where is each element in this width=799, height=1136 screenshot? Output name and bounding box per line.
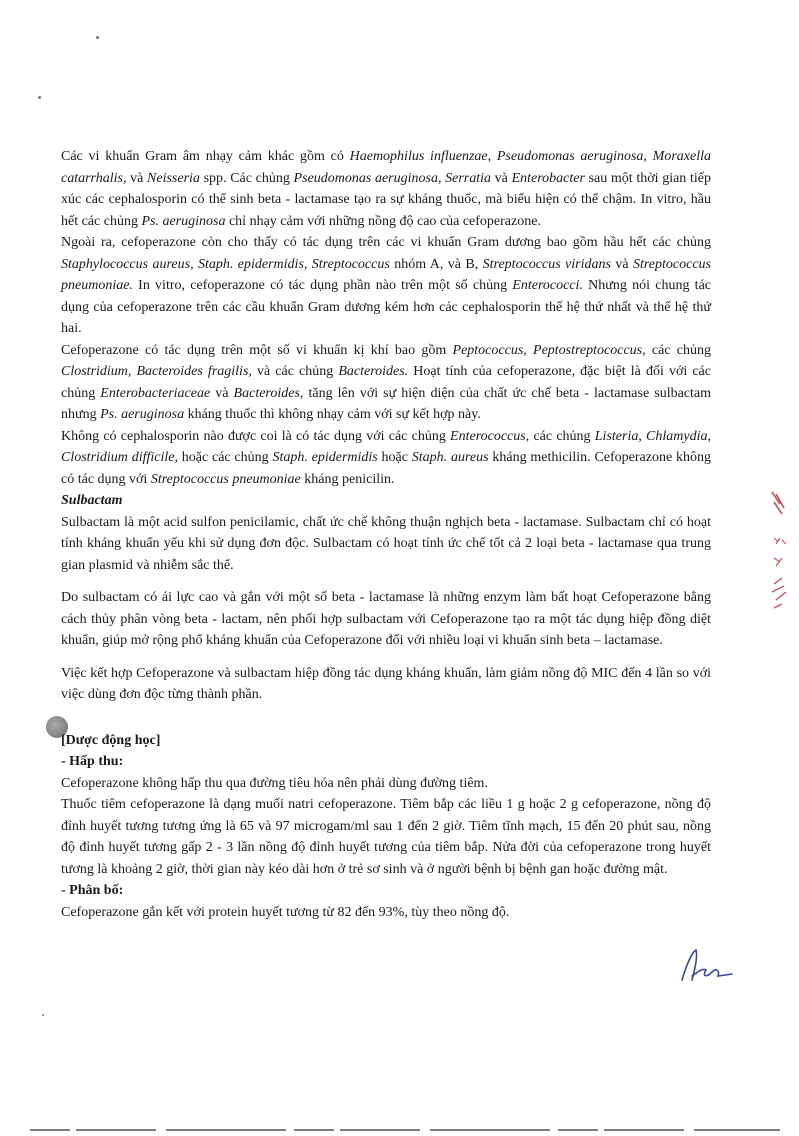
italic-term: Ps. aeruginosa <box>100 407 185 422</box>
paragraph-sulbactam: Sulbactam là một acid sulfon penicilamic, chất ức chế không thuận nghịch beta - lactamase. Sulbactam chỉ có hoạt tính kháng khuẩn yếu khi sử dụng đơn độc. Sulbactam có hoạt tính ức chế tốt cả 2 loại beta - lactamase qua trung gian plasmid và nhiễm sắc thể. <box>61 514 711 573</box>
italic-term: Streptococcus pneumoniae. <box>61 256 711 293</box>
italic-term: Bacteroides. <box>338 364 409 379</box>
sulbactam-heading: Sulbactam <box>61 493 123 508</box>
paragraph-synergy: Do sulbactam có ái lực cao và gắn với một số beta - lactamase là những enzym làm bất hoạt Cefoperazone bằng cách thủy phân vòng beta - lactam, nên phối hợp sulbactam với Cefoperazone tạo ra một tác dụng hiệp đồng diệt khuẩn, giúp mở rộng phổ kháng khuẩn của Cefoperazone đối với nhiều loại vi khuẩn sinh beta – lactamase. <box>61 590 711 648</box>
italic-term: Peptococcus, Peptostreptococcus, <box>452 342 646 358</box>
handwritten-signature <box>676 946 736 986</box>
paragraph-resistance: Không có cephalosporin nào được coi là có tác dụng với các chủng Enterococcus, các chủng Listeria, Chlamydia, Clostridium difficile, hoặc các chủng Staph. epidermidis hoặc Staph. aureus kháng methicilin. Cefoperazone không có tác dụng với Streptococcus pneumoniae kháng penicilin. <box>61 428 711 487</box>
italic-term: Haemophilus influenzae, Pseudomonas aeruginosa, Moraxella catarrhalis, <box>61 149 712 186</box>
italic-term: Enterobacter <box>511 170 585 186</box>
italic-term: Ps. aeruginosa <box>141 213 226 229</box>
scan-speck <box>42 1014 44 1016</box>
scan-speck <box>38 96 41 99</box>
italic-term: Bacteroides, <box>233 385 304 401</box>
stamp-margin-mark <box>760 488 794 618</box>
italic-term: Enterococci. <box>512 278 583 293</box>
italic-term: Pseudomonas aeruginosa, Serratia <box>293 170 492 186</box>
italic-term: Staphylococcus aureus, Staph. epidermidis, Streptococcus <box>61 256 390 272</box>
paragraph-mic: Việc kết hợp Cefoperazone và sulbactam hiệp đồng tác dụng kháng khuẩn, làm giảm nồng độ MIC đến 4 lần so với việc dùng đơn độc từng thành phần. <box>61 665 711 702</box>
italic-term: Staph. epidermidis <box>272 450 378 465</box>
paragraph-distribution: Cefoperazone gắn kết với protein huyết tương từ 82 đến 93%, tùy theo nồng độ. <box>61 904 510 920</box>
italic-term: Staph. aureus <box>411 450 489 465</box>
paragraph-gram-negative: Các vi khuẩn Gram âm nhạy cảm khác gồm có Haemophilus influenzae, Pseudomonas aeruginosa, Moraxella catarrhalis, và Neisseria spp. Các chủng Pseudomonas aeruginosa, Serratia và Enterobacter sau một thời gian tiếp xúc các cephalosporin có thể sinh beta - lactamase tạo ra sự kháng thuốc, mà biểu hiện có thể chậm. In vitro, hầu hết các chủng Ps. aeruginosa chỉ nhạy cảm với những nồng độ cao của cefoperazone. <box>61 149 712 229</box>
bottom-scan-edge <box>0 1128 799 1132</box>
italic-term: Streptococcus pneumoniae <box>150 471 301 487</box>
italic-term: Streptococcus viridans <box>482 256 611 272</box>
paragraph-gram-positive: Ngoài ra, cefoperazone còn cho thấy có tác dụng trên các vi khuẩn Gram dương bao gồm hầu hết các chủng Staphylococcus aureus, Staph. epidermidis, Streptococcus nhóm A, và B, Streptococcus viridans và Streptococcus pneumoniae. In vitro, cefoperazone có tác dụng phần nào trên một số chủng Enterococci. Nhưng nói chung tác dụng của cefoperazone trên các cầu khuẩn Gram dương kém hơn các cephalosporin thế hệ thứ nhất và thế hệ thứ hai. <box>61 235 711 336</box>
document-body <box>61 146 711 923</box>
pharmacokinetics-heading: [Dược động học] <box>61 732 161 748</box>
italic-term: Enterococcus, <box>450 428 530 444</box>
scan-speck <box>96 36 99 39</box>
italic-term: Enterobacteriaceae <box>100 385 211 401</box>
paragraph-absorption-route: Cefoperazone không hấp thu qua đường tiêu hóa nên phải dùng đường tiêm. <box>61 775 488 791</box>
paragraph-absorption-levels: Thuốc tiêm cefoperazone là dạng muối natri cefoperazone. Tiêm bắp các liều 1 g hoặc 2 g cefoperazone, nồng độ đỉnh huyết tương tương ứng là 65 và 97 microgam/ml sau 1 đến 2 giờ. Tiêm tĩnh mạch, 15 đến 20 phút sau, nồng độ đỉnh huyết tương gấp 2 - 3 lần nồng độ đỉnh huyết tương của tiêm bắp. Nửa đời của cefoperazone trong huyết tương là khoảng 2 giờ, thời gian này kéo dài hơn ở trẻ sơ sinh và ở người bệnh bị bệnh gan hoặc đường mật. <box>61 797 711 877</box>
absorption-heading: - Hấp thu: <box>61 754 124 769</box>
italic-term: Clostridium, Bacteroides fragilis, <box>61 364 252 379</box>
italic-term: Listeria, Chlamydia, Clostridium difficile, <box>61 428 711 465</box>
distribution-heading: - Phân bố: <box>61 883 124 898</box>
italic-term: Neisseria <box>147 170 200 186</box>
paragraph-anaerobes: Cefoperazone có tác dụng trên một số vi khuẩn kị khí bao gồm Peptococcus, Peptostreptococcus, các chủng Clostridium, Bacteroides fragilis, và các chủng Bacteroides. Hoạt tính của cefoperazone, đặc biệt là đối với các chủng Enterobacteriaceae và Bacteroides, tăng lên với sự hiện diện của chất ức chế beta - lactamase sulbactam nhưng Ps. aeruginosa kháng thuốc thì không nhạy cảm với sự kết hợp này. <box>61 342 712 422</box>
